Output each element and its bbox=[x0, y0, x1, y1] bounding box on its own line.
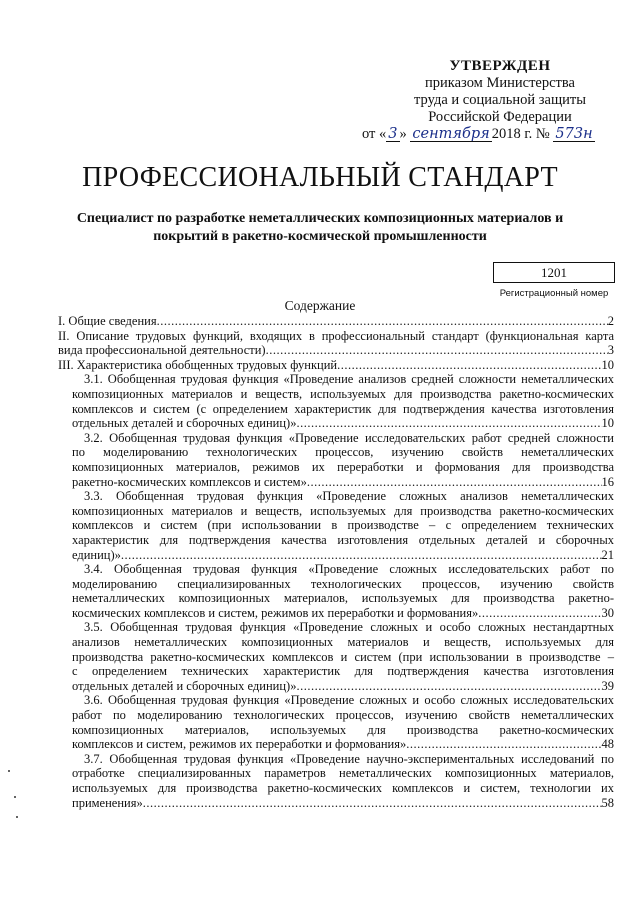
table-of-contents bbox=[58, 314, 614, 810]
toc-page-number: 16 bbox=[601, 474, 614, 489]
registration-number-label: Регистрационный номер bbox=[499, 288, 609, 299]
toc-entry-line: комплексов и систем, режимов их переработки и формования» bbox=[72, 737, 407, 752]
toc-entry-line: II. Описание трудовых функций, входящих в профессиональный стандарт (функциональная карта bbox=[58, 328, 614, 343]
approval-line: труда и социальной защиты bbox=[414, 92, 586, 108]
handwritten-day: 3 bbox=[388, 126, 398, 142]
toc-entry-line: единиц)» bbox=[72, 547, 121, 562]
toc-heading: Содержание bbox=[284, 298, 356, 313]
toc-page-number: 3 bbox=[607, 343, 614, 358]
toc-entry-line: отработке специализированных параметров неметаллических композиционных материалов, bbox=[72, 766, 614, 781]
toc-entry-line: 3.2. Обобщенная трудовая функция «Проведение исследовательских работ средней сложности bbox=[84, 430, 614, 445]
toc-entry-line: используемых для производства ракетно-космических комплексов и систем, технологии их bbox=[72, 781, 614, 795]
toc-entry[interactable] bbox=[58, 358, 614, 373]
handwritten-order-number: 573н bbox=[555, 126, 593, 142]
toc-entry-line: композиционных материалов и веществ, используемых для производства ракетно-космических bbox=[72, 386, 614, 401]
toc-entry-line: моделированию специализированных технологических процессов, изучению свойств bbox=[72, 576, 614, 591]
toc-leader bbox=[157, 314, 608, 329]
toc-page-number: 58 bbox=[601, 795, 614, 810]
subtitle-line: Специалист по разработке неметаллических композиционных материалов и bbox=[76, 211, 564, 226]
toc-page-number: 2 bbox=[607, 314, 614, 328]
toc-entry-text: III. Характеристика обобщенных трудовых функций bbox=[58, 357, 338, 372]
approval-line: приказом Министерства bbox=[425, 75, 575, 91]
subtitle-line: покрытий в ракетно-космической промышленности bbox=[153, 229, 487, 244]
toc-entry[interactable] bbox=[72, 693, 614, 751]
toc-entry-line: комплексов и систем (с определением характеристик для подтверждения качества изготовления bbox=[72, 401, 614, 416]
approval-stamp bbox=[362, 58, 620, 143]
toc-leader bbox=[307, 475, 602, 490]
toc-entry-line: композиционных материалов, используемых для производства ракетно-космических bbox=[72, 722, 614, 737]
toc-page-number: 48 bbox=[601, 737, 614, 752]
toc-page-number: 10 bbox=[601, 416, 614, 431]
toc-entry[interactable] bbox=[58, 314, 614, 329]
approval-line: Российской Федерации bbox=[428, 109, 572, 125]
toc-leader bbox=[337, 358, 601, 373]
toc-leader bbox=[143, 796, 602, 811]
toc-leader bbox=[296, 679, 601, 694]
toc-entry-line: производства ракетно-космических комплексов и систем (при использовании в производстве – bbox=[72, 649, 614, 664]
toc-entry-line: отдельных деталей и сборочных единиц)» bbox=[72, 416, 297, 431]
toc-entry-text: I. Общие сведения bbox=[58, 314, 157, 328]
toc-leader bbox=[478, 606, 601, 621]
date-year: 2018 г. № bbox=[491, 126, 550, 142]
toc-entry-line: вида профессиональной деятельности) bbox=[58, 343, 266, 358]
toc-entry-line: 3.4. Обобщенная трудовая функция «Проведение сложных исследовательских работ по bbox=[84, 562, 614, 577]
approval-title: УТВЕРЖДЕН bbox=[449, 58, 551, 74]
toc-page-number: 10 bbox=[601, 357, 614, 372]
toc-leader bbox=[296, 416, 601, 431]
registration-number-box: 1201 bbox=[493, 262, 615, 283]
toc-page-number: 39 bbox=[601, 678, 614, 693]
toc-entry-line: комплексов и систем (при использовании в производстве – с определением технических bbox=[72, 518, 614, 533]
toc-entry-line: 3.1. Обобщенная трудовая функция «Проведение анализов средней сложности неметаллических bbox=[84, 372, 614, 387]
toc-entry-line: применения» bbox=[72, 795, 143, 810]
toc-entry[interactable] bbox=[72, 489, 614, 562]
scan-speck bbox=[14, 796, 16, 798]
scan-speck bbox=[16, 816, 18, 818]
toc-entry-line: анализов неметаллических композиционных материалов и веществ, используемых для bbox=[72, 635, 614, 650]
toc-entry[interactable] bbox=[72, 372, 614, 430]
handwritten-month: сентября bbox=[412, 126, 490, 142]
toc-entry-line: характеристик для подтверждения качества изготовления отдельных деталей и сборочных bbox=[72, 532, 614, 547]
toc-page-number: 30 bbox=[601, 605, 614, 620]
toc-entry-line: по моделированию технологических процессов, изучению свойств неметаллических bbox=[72, 445, 614, 460]
toc-entry-line: 3.5. Обобщенная трудовая функция «Проведение сложных и особо сложных нестандартных bbox=[84, 620, 614, 635]
toc-entry-line: космических комплексов и систем, режимов их переработки и формования» bbox=[72, 605, 479, 620]
toc-page-number: 21 bbox=[601, 547, 614, 562]
toc-entry[interactable] bbox=[58, 329, 614, 358]
toc-leader bbox=[121, 548, 602, 563]
toc-entry[interactable] bbox=[72, 620, 614, 693]
toc-entry-line: 3.6. Обобщенная трудовая функция «Проведение сложных и особо сложных исследовательских bbox=[84, 693, 614, 708]
approval-date-line bbox=[362, 126, 620, 143]
toc-entry-line: работ по моделированию технологических процессов, изучению свойств неметаллических bbox=[72, 708, 614, 723]
toc-entry[interactable] bbox=[72, 562, 614, 620]
toc-entry-line: композиционных материалов, режимов их переработки и формования для производства bbox=[72, 459, 614, 474]
date-prefix: от « bbox=[362, 126, 387, 142]
document-title: ПРОФЕССИОНАЛЬНЫЙ СТАНДАРТ bbox=[82, 162, 558, 193]
toc-leader bbox=[266, 343, 608, 358]
toc-entry[interactable] bbox=[72, 752, 614, 810]
document-subtitle bbox=[60, 210, 580, 246]
toc-entry-line: неметаллических композиционных материалов, используемых для производства ракетно- bbox=[72, 591, 614, 606]
toc-entry-line: композиционных материалов и веществ, используемых для производства ракетно-космических bbox=[72, 503, 614, 518]
scan-speck bbox=[8, 770, 10, 772]
toc-entry-line: 3.7. Обобщенная трудовая функция «Проведение научно-экспериментальных исследований по bbox=[84, 751, 614, 766]
toc-entry-line: ракетно-космических комплексов и систем» bbox=[72, 474, 307, 489]
toc-leader bbox=[406, 737, 601, 752]
toc-entry-line: с определением технических характеристик для подтверждения качества изготовления bbox=[72, 664, 614, 679]
date-quote: » bbox=[399, 126, 407, 142]
toc-entry[interactable] bbox=[72, 431, 614, 489]
toc-entry-line: 3.3. Обобщенная трудовая функция «Проведение сложных анализов неметаллических bbox=[84, 489, 614, 504]
toc-entry-line: отдельных деталей и сборочных единиц)» bbox=[72, 678, 297, 693]
